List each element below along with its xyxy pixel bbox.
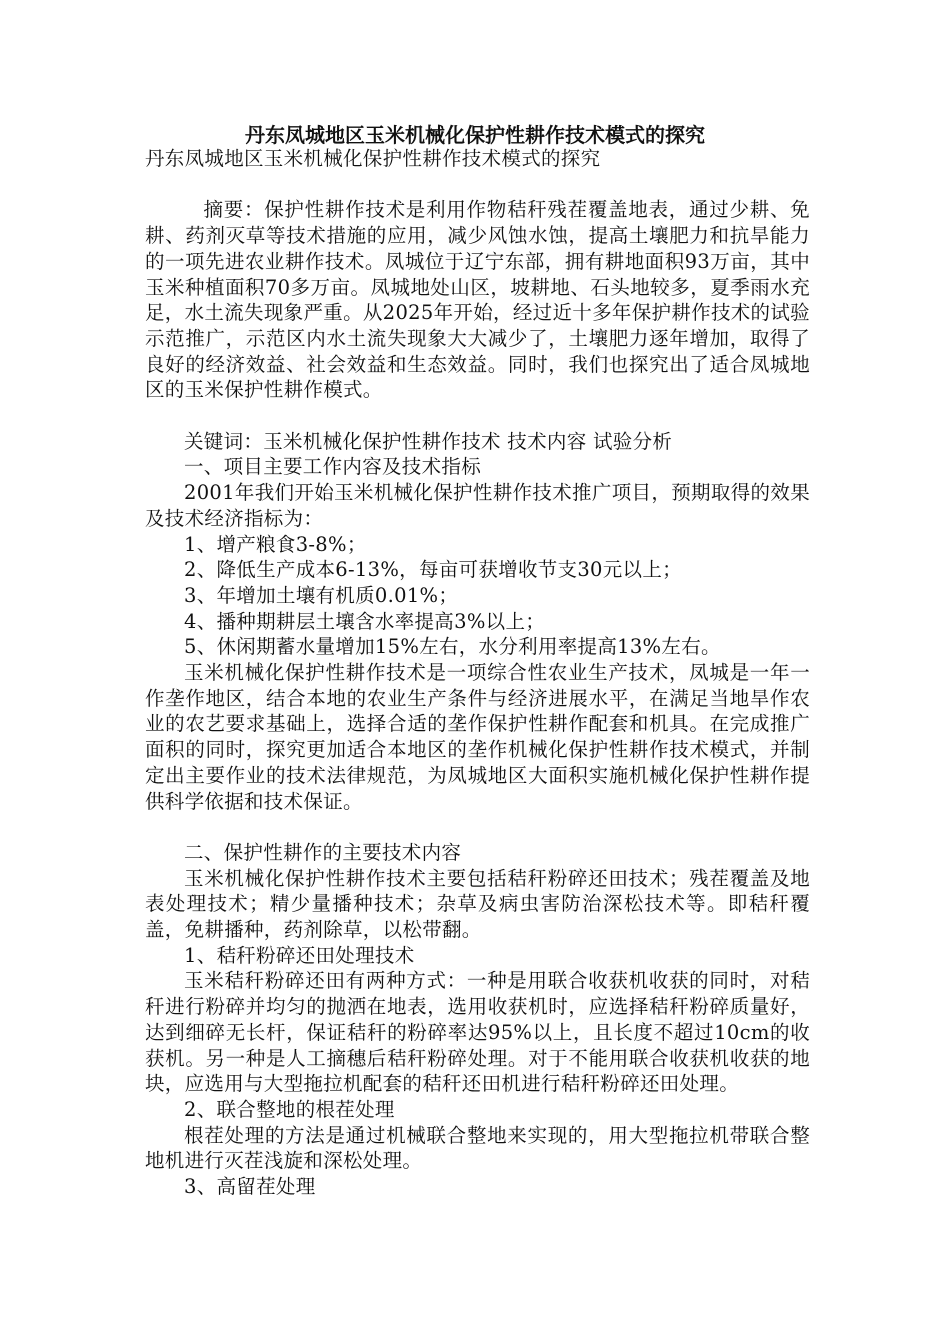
paragraph-spacer [145,403,810,429]
subsection2-heading: 2、联合整地的根茬处理 [184,1097,395,1121]
abstract-paragraph: 摘要：保护性耕作技术是利用作物秸秆残茬覆盖地表，通过少耕、免耕、药剂灭草等技术措施的应用，减少风蚀水蚀，提高土壤肥力和抗旱能力的一项先进农业耕作技术。凤城位于辽宁东部，拥有耕地面积93万亩，其中玉米种植面积70多万亩。凤城地处山区，坡耕地、石头地较多，夏季雨水充足，水土流失现象严重。从2025年开始，经过近十多年保护耕作技术的试验示范推广，示范区内水土流失现象大大减少了，土壤肥力逐年增加，取得了良好的经济效益、社会效益和生态效益。同时，我们也探究出了适合凤城地区的玉米保护性耕作模式。 [145,198,810,402]
target-item: 4、播种期耕层土壤含水率提高3%以上； [184,609,546,633]
paragraph-spacer [145,814,810,840]
target-item: 3、年增加土壤有机质0.01%； [184,583,459,607]
keywords-line: 关键词：玉米机械化保护性耕作技术 技术内容 试验分析 [184,429,673,453]
document-body [145,146,810,1200]
section1-intro: 2001年我们开始玉米机械化保护性耕作技术推广项目，预期取得的效果及技术经济指标为： [145,481,810,530]
subsection3-heading: 3、高留茬处理 [184,1175,316,1199]
subsection2-body: 根茬处理的方法是通过机械联合整地来实现的，用大型拖拉机带联合整地机进行灭茬浅旋和深松处理。 [145,1123,810,1173]
document-subtitle: 丹东凤城地区玉米机械化保护性耕作技术模式的探究 [145,147,601,170]
section2-body: 玉米机械化保护性耕作技术主要包括秸秆粉碎还田技术；残茬覆盖及地表处理技术；精少量播种技术；杂草及病虫害防治深松技术等。即秸秆覆盖，免耕播种，药剂除草，以松带翻。 [145,866,810,942]
section1-heading: 一、项目主要工作内容及技术指标 [184,455,482,479]
target-item: 2、降低生产成本6-13%，每亩可获增收节支30元以上； [184,558,682,582]
subsection1-heading: 1、秸秆粉碎还田处理技术 [184,943,415,967]
target-item: 5、休闲期蓄水量增加15%左右，水分利用率提高13%左右。 [184,635,721,659]
target-item: 1、增产粮食3-8%； [184,532,367,556]
subsection1-body: 玉米秸秆粉碎还田有两种方式：一种是用联合收获机收获的同时，对秸秆进行粉碎并均匀的抛洒在地表，选用收获机时，应选择秸秆粉碎质量好，达到细碎无长杆，保证秸秆的粉碎率达95%以上，且长度不超过10cm的收获机。另一种是人工摘穗后秸秆粉碎处理。对于不能用联合收获机收获的地块，应选用与大型拖拉机配套的秸秆还田机进行秸秆粉碎还田处理。 [145,969,810,1096]
paragraph-spacer [145,172,810,198]
section1-body: 玉米机械化保护性耕作技术是一项综合性农业生产技术，凤城是一年一作垄作地区，结合本地的农业生产条件与经济进展水平，在满足当地旱作农业的农艺要求基础上，选择合适的垄作保护性耕作配套和机具。在完成推广面积的同时，探究更加适合本地区的垄作机械化保护性耕作技术模式，并制定出主要作业的技术法律规范，为凤城地区大面积实施机械化保护性耕作提供科学依据和技术保证。 [145,661,810,813]
document-heading: 丹东凤城地区玉米机械化保护性耕作技术模式的探究 [245,123,705,147]
section2-heading: 二、保护性耕作的主要技术内容 [184,840,462,864]
